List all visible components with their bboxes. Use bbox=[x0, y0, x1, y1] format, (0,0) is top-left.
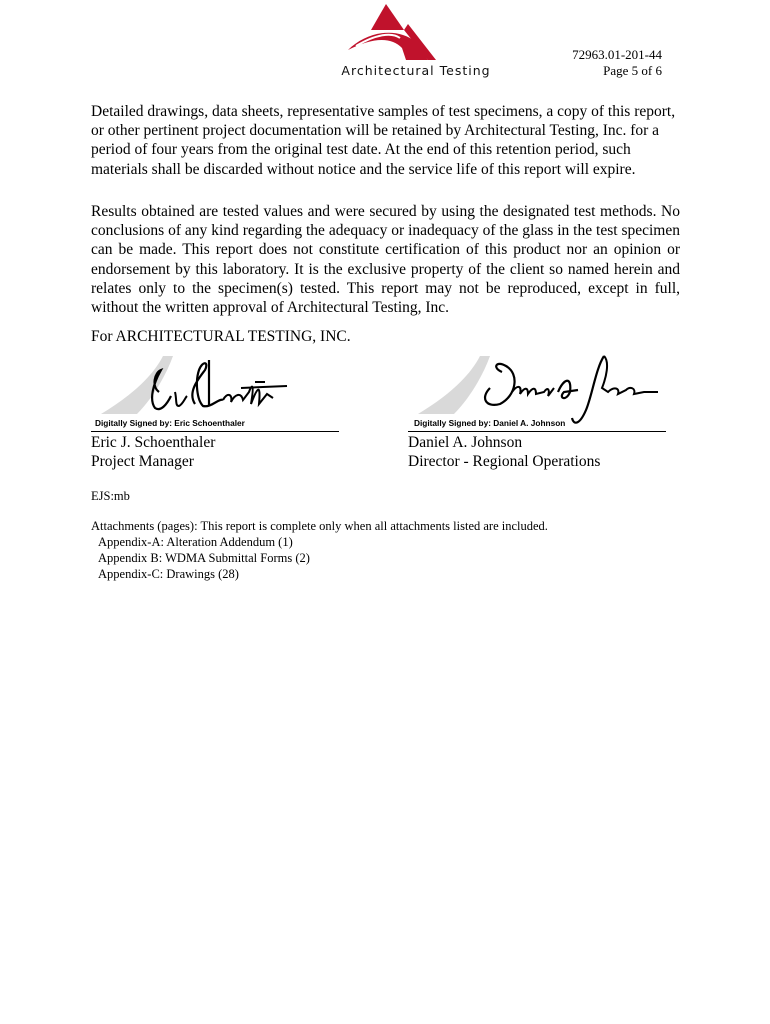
page-number: Page 5 of 6 bbox=[603, 63, 662, 78]
report-number: 72963.01-201-44 bbox=[572, 47, 662, 62]
logo-triangle-icon bbox=[336, 2, 496, 64]
signature-line-right bbox=[408, 431, 666, 432]
signature-image-left bbox=[91, 348, 341, 420]
typist-initials: EJS:mb bbox=[91, 489, 130, 503]
appendix-a: Appendix-A: Alteration Addendum (1) bbox=[98, 535, 293, 549]
digital-signature-label-right: Digitally Signed by: Daniel A. Johnson bbox=[414, 418, 566, 428]
appendix-b: Appendix B: WDMA Submittal Forms (2) bbox=[98, 551, 310, 565]
retention-paragraph: Detailed drawings, data sheets, representative samples of test specimens, a copy of this report, or other pertinent project documentation will be retained by Architectural Testing, Inc. for a period of four years from the original test date. At the end of this retention period, such materials shall be discarded without notice and the service life of this report will expire. bbox=[91, 103, 676, 178]
signature-line-left bbox=[91, 431, 339, 432]
for-company-line: For ARCHITECTURAL TESTING, INC. bbox=[91, 328, 351, 345]
watermark-swoosh-icon bbox=[101, 356, 173, 414]
attachments-note: Attachments (pages): This report is complete only when all attachments listed are included. bbox=[91, 519, 548, 533]
company-logo bbox=[336, 2, 496, 82]
results-paragraph: Results obtained are tested values and were secured by using the designated test methods. No conclusions of any kind regarding the adequacy or inadequacy of the glass in the test specimen can be made. This report does not constitute certification of this product nor an opinion or endorsement by this laboratory. It is the exclusive property of the client so named herein and relates only to the specimen(s) tested. This report may not be reproduced, except in full, without the written approval of Architectural Testing, Inc. bbox=[91, 203, 680, 317]
signer-title-right: Director - Regional Operations bbox=[408, 453, 601, 470]
signature-block-left bbox=[91, 348, 341, 438]
signer-name-left: Eric J. Schoenthaler bbox=[91, 434, 216, 451]
digital-signature-label-left: Digitally Signed by: Eric Schoenthaler bbox=[95, 418, 245, 428]
watermark-swoosh-icon bbox=[418, 356, 490, 414]
signature-block-right bbox=[408, 348, 658, 438]
signer-name-right: Daniel A. Johnson bbox=[408, 434, 523, 451]
signer-title-left: Project Manager bbox=[91, 453, 194, 470]
logo-text: Architectural Testing bbox=[341, 63, 491, 78]
appendix-c: Appendix-C: Drawings (28) bbox=[98, 567, 239, 581]
